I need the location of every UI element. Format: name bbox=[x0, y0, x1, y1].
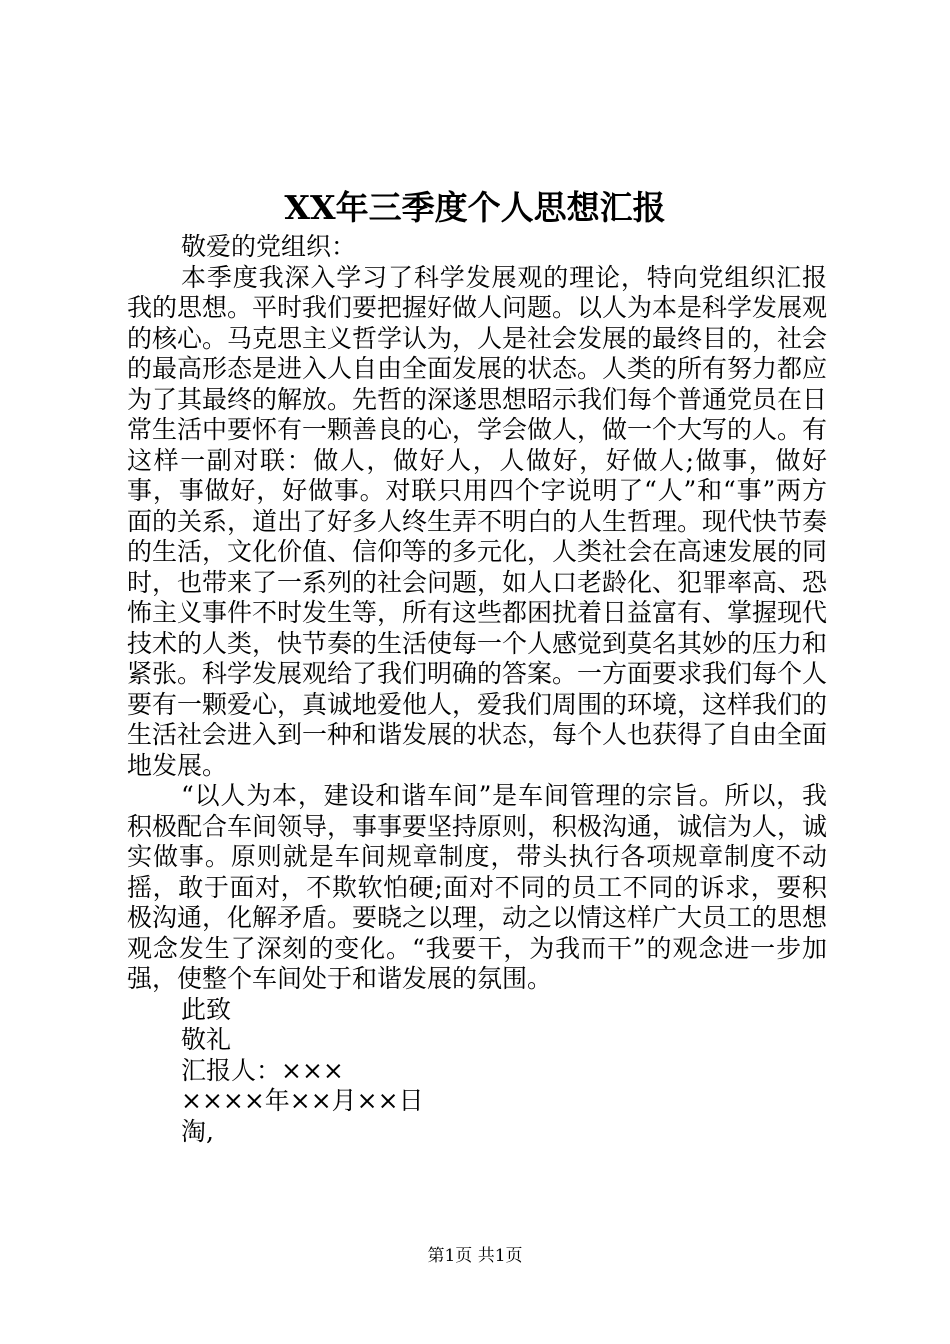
reporter-line: 汇报人：××× bbox=[181, 1055, 344, 1085]
closing-regards-1: 此致 bbox=[181, 994, 232, 1024]
paragraph-2: “以人为本，建设和谐车间”是车间管理的宗旨。所以，我积极配合车间领导，事事要坚持原则，积极沟通，诚信为人，诚实做事。原则就是车间规章制度，带头执行各项规章制度不动摇，敢于面对，不欺软怕硬;面对不同的员工不同的诉求，要积极沟通，化解矛盾。要晓之以理，动之以情这样广大员工的思想观念发生了深刻的变化。“我要干，为我而干”的观念进一步加强，使整个车间处于和谐发展的氛围。 bbox=[127, 781, 828, 993]
trailing-text: 淘, bbox=[181, 1116, 214, 1146]
date-line: ××××年××月××日 bbox=[181, 1086, 424, 1115]
document-body bbox=[127, 232, 827, 1147]
page-footer: 第1页 共1页 bbox=[427, 1246, 523, 1266]
closing-regards-2: 敬礼 bbox=[181, 1025, 232, 1054]
paragraph-1: 本季度我深入学习了科学发展观的理论，特向党组织汇报我的思想。平时我们要把握好做人问题。以人为本是科学发展观的核心。马克思主义哲学认为，人是社会发展的最终目的，社会的最高形态是进入人自由全面发展的状态。人类的所有努力都应为了其最终的解放。先哲的深遂思想昭示我们每个普通党员在日常生活中要怀有一颗善良的心，学会做人，做一个大写的人。有这样一副对联：做人，做好人，人做好，好做人;做事，做好事，事做好，好做事。对联只用四个字说明了“人”和“事”两方面的关系，道出了好多人终生弄不明白的人生哲理。现代快节奏的生活，文化价值、信仰等的多元化，人类社会在高速发展的同时，也带来了一系列的社会问题，如人口老龄化、犯罪率高、恐怖主义事件不时发生等，所有这些都困扰着日益富有、掌握现代技术的人类，快节奏的生活使每一个人感觉到莫名其妙的压力和紧张。科学发展观给了我们明确的答案。一方面要求我们每个人要有一颗爱心，真诚地爱他人，爱我们周围的环境，这样我们的生活社会进入到一种和谐发展的状态，每个人也获得了自由全面地发展。 bbox=[127, 262, 828, 780]
document-title: XX年三季度个人思想汇报 bbox=[284, 188, 666, 227]
salutation: 敬爱的党组织： bbox=[181, 232, 357, 261]
